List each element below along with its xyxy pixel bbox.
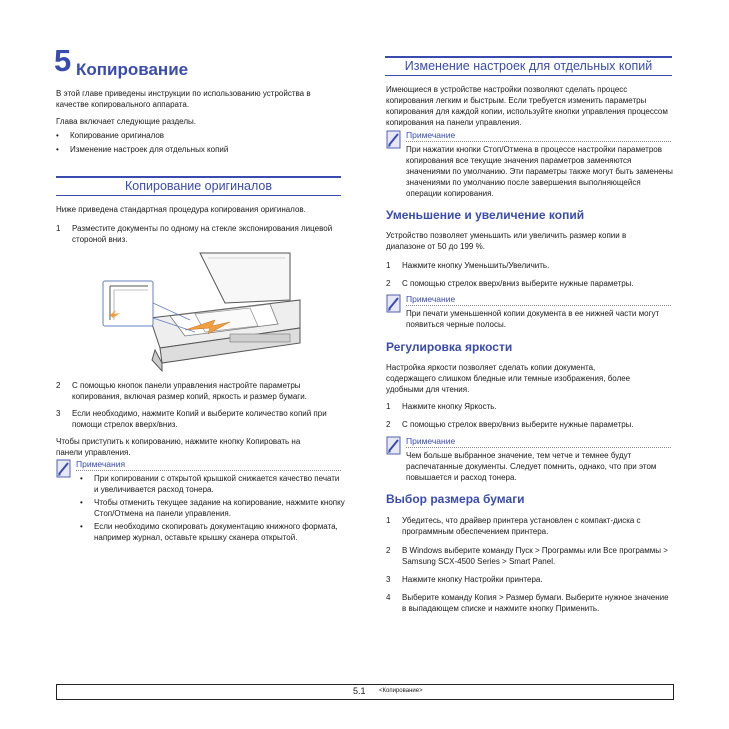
chapter-intro: В этой главе приведены инструкции по использованию устройства в качестве копировального аппарата.	[56, 89, 311, 109]
note-text: При печати уменьшенной копии документа в ее нижней части могут появиться черные полосы.	[406, 309, 660, 329]
notes-block: Примечания • При копировании с открытой крышкой снижается качество печати и увеличивается расход тонера. • Чтобы отменить текущее задание на копирование, нажмите кнопку Стоп/Отмена на панели управления. • Если необходимо скопировать документацию книжного формата, например журнал, оставьте крышку сканера открытой.	[56, 459, 346, 544]
step-item: 2 С помощью стрелок вверх/вниз выберите нужные параметры.	[386, 420, 634, 429]
chapter-title: Копирование	[76, 60, 189, 79]
note-title: Примечание	[406, 130, 456, 140]
note-pencil-icon	[56, 459, 72, 479]
subheading-reduce-enlarge: Уменьшение и увеличение копий	[386, 208, 585, 222]
page-footer	[56, 684, 674, 700]
page-number: 5.1	[353, 686, 366, 696]
brightness-lead: Настройка яркости позволяет сделать копии документа, содержащего слишком бледные или темные изображения, более удобными для чтения.	[386, 363, 631, 394]
step-item: 3 Нажмите кнопку Настройки принтера.	[386, 575, 543, 584]
section-lead: Имеющиеся в устройстве настройки позволяют сделать процесс копирования легким и быстрым. Если требуется изменить параметры копирования для каждой копии, используйте кнопки управления процессом копирования на панели управления.	[386, 85, 668, 127]
note-pencil-icon	[386, 436, 402, 456]
scanner-illustration	[100, 248, 305, 373]
start-copy-text: Чтобы приступить к копированию, нажмите кнопку Копировать на панели управления.	[56, 437, 301, 457]
step-item: 2 В Windows выберите команду Пуск > Программы или Все программы > Samsung SCX-4500 Series > Smart Panel.	[386, 546, 668, 566]
note-pencil-icon	[386, 130, 402, 150]
section-lead: Ниже приведена стандартная процедура копирования оригиналов.	[56, 205, 306, 214]
reduce-lead: Устройство позволяет уменьшить или увеличить размер копии в диапазоне от 50 до 199 %.	[386, 231, 627, 251]
section-heading-copy-settings: Изменение настроек для отдельных копий	[385, 56, 672, 76]
step-item: 1 Нажмите кнопку Уменьшить/Увеличить.	[386, 261, 550, 270]
note-block	[386, 130, 676, 198]
step-item: 1 Разместите документы по одному на стекле экспонирования лицевой стороной вниз.	[56, 224, 333, 244]
subheading-paper-size: Выбор размера бумаги	[386, 492, 525, 506]
step-item: 2 С помощью кнопок панели управления настройте параметры копирования, включая размер копий, яркость и размер бумаги.	[56, 381, 307, 401]
step-item: 3 Если необходимо, нажмите Копий и выберите количество копий при помощи стрелок вверх/вниз.	[56, 409, 327, 429]
step-item: 2 С помощью стрелок вверх/вниз выберите нужные параметры.	[386, 279, 634, 288]
note-block	[386, 294, 676, 330]
note-text: При нажатии кнопки Стоп/Отмена в процессе настройки параметров копирования все текущие значения параметров заменяются значениями по умолчанию. Эти параметры также могут быть заменены значениями по умолчанию после завершения выполняющейся операции копирования.	[406, 145, 673, 198]
section-heading-copy-originals: Копирование оригиналов	[56, 176, 341, 196]
chapter-includes: Глава включает следующие разделы.	[56, 117, 196, 126]
subheading-brightness: Регулировка яркости	[386, 340, 513, 354]
footer-chapter-label: <Копирование>	[379, 688, 423, 694]
note-pencil-icon	[386, 294, 402, 314]
step-item: 1 Нажмите кнопку Яркость.	[386, 402, 497, 411]
note-block	[386, 436, 676, 482]
notes-title: Примечания	[76, 459, 126, 469]
note-text: Чем больше выбранное значение, тем четче и темнее будут распечатанные документы. Следует помнить, однако, что при этом повышается и расход тонера.	[406, 451, 657, 482]
step-item: 1 Убедитесь, что драйвер принтера установлен с компакт-диска с программным обеспечением принтера.	[386, 516, 641, 536]
step-item: 4 Выберите команду Копия > Размер бумаги. Выберите нужное значение в выпадающем списке и нажмите кнопку Применить.	[386, 593, 669, 613]
chapter-number: 5	[54, 43, 72, 78]
note-title: Примечание	[406, 294, 456, 304]
note-title: Примечание	[406, 436, 456, 446]
